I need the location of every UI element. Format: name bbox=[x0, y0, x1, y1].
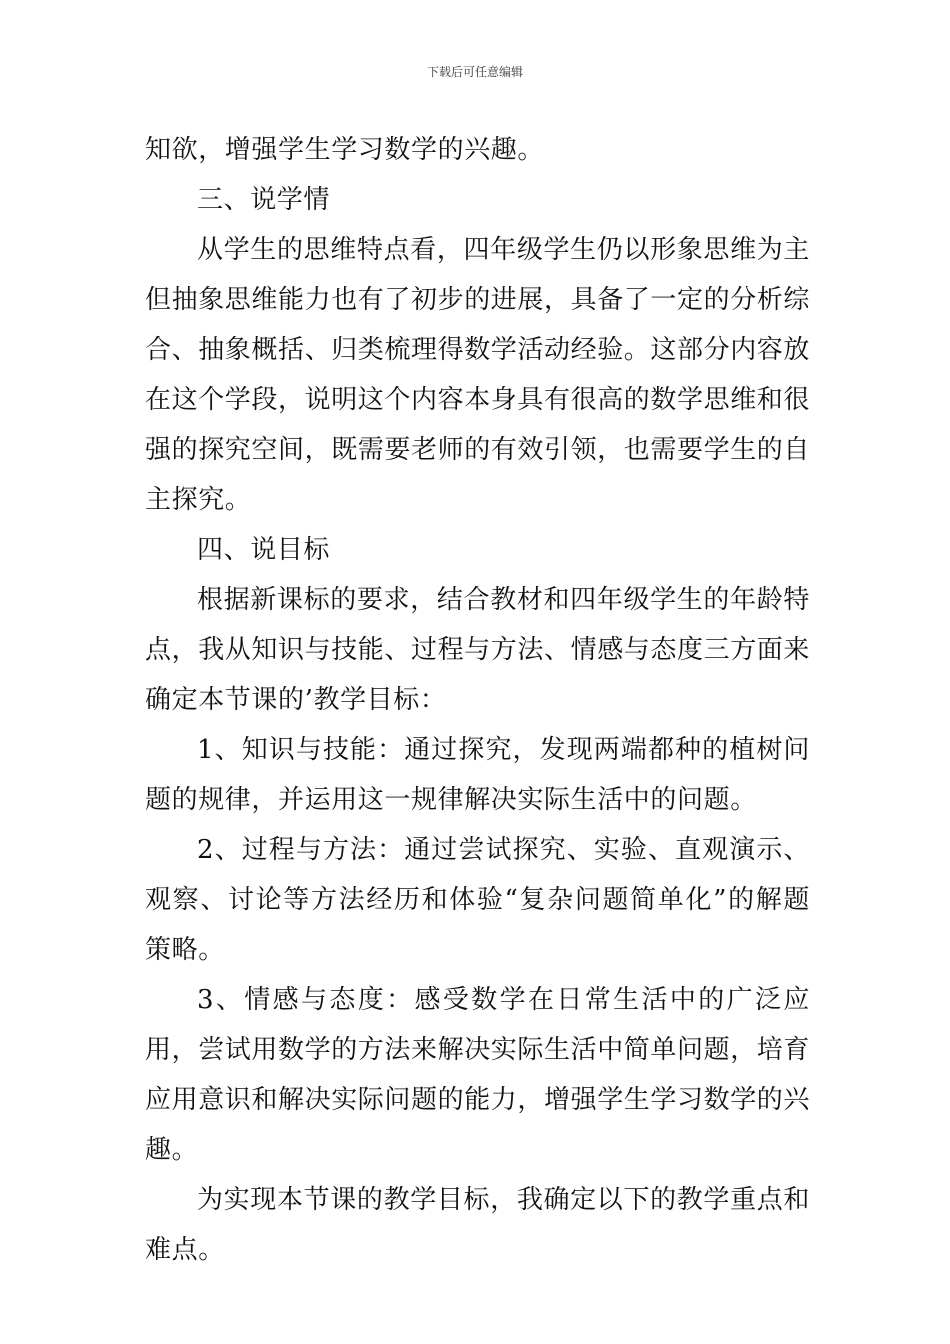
section-heading-objectives: 四、说目标 bbox=[197, 535, 331, 565]
page-header: 下载后可任意编辑 bbox=[426, 65, 523, 79]
objective-process-methods: 2、过程与方法：通过尝试探究、实验、直观演示、观察、讨论等方法经历和体验“复杂问题简单化”的解题策略。 bbox=[145, 835, 810, 965]
paragraph-key-points: 为实现本节课的教学目标，我确定以下的教学重点和难点。 bbox=[145, 1185, 810, 1265]
objective-emotion-attitude: 3、情感与态度：感受数学在日常生活中的广泛应用，尝试用数学的方法来解决实际生活中简单问题，培育应用意识和解决实际问题的能力，增强学生学习数学的兴趣。 bbox=[145, 985, 811, 1165]
paragraph-continuation: 知欲，增强学生学习数学的兴趣。 bbox=[145, 135, 545, 165]
paragraph-objectives-intro: 根据新课标的要求，结合教材和四年级学生的年龄特点，我从知识与技能、过程与方法、情感与态度三方面来确定本节课的’教学目标： bbox=[145, 585, 811, 715]
section-heading-learning-situation: 三、说学情 bbox=[197, 185, 331, 215]
objective-knowledge-skills: 1、知识与技能：通过探究，发现两端都种的植树问题的规律，并运用这一规律解决实际生活中的问题。 bbox=[145, 735, 810, 815]
paragraph-learning-situation: 从学生的思维特点看，四年级学生仍以形象思维为主但抽象思维能力也有了初步的进展，具备了一定的分析综合、抽象概括、归类梳理得数学活动经验。这部分内容放在这个学段，说明这个内容本身具有很高的数学思维和很强的探究空间，既需要老师的有效引领，也需要学生的自主探究。 bbox=[145, 235, 811, 515]
document-body bbox=[145, 125, 810, 1275]
